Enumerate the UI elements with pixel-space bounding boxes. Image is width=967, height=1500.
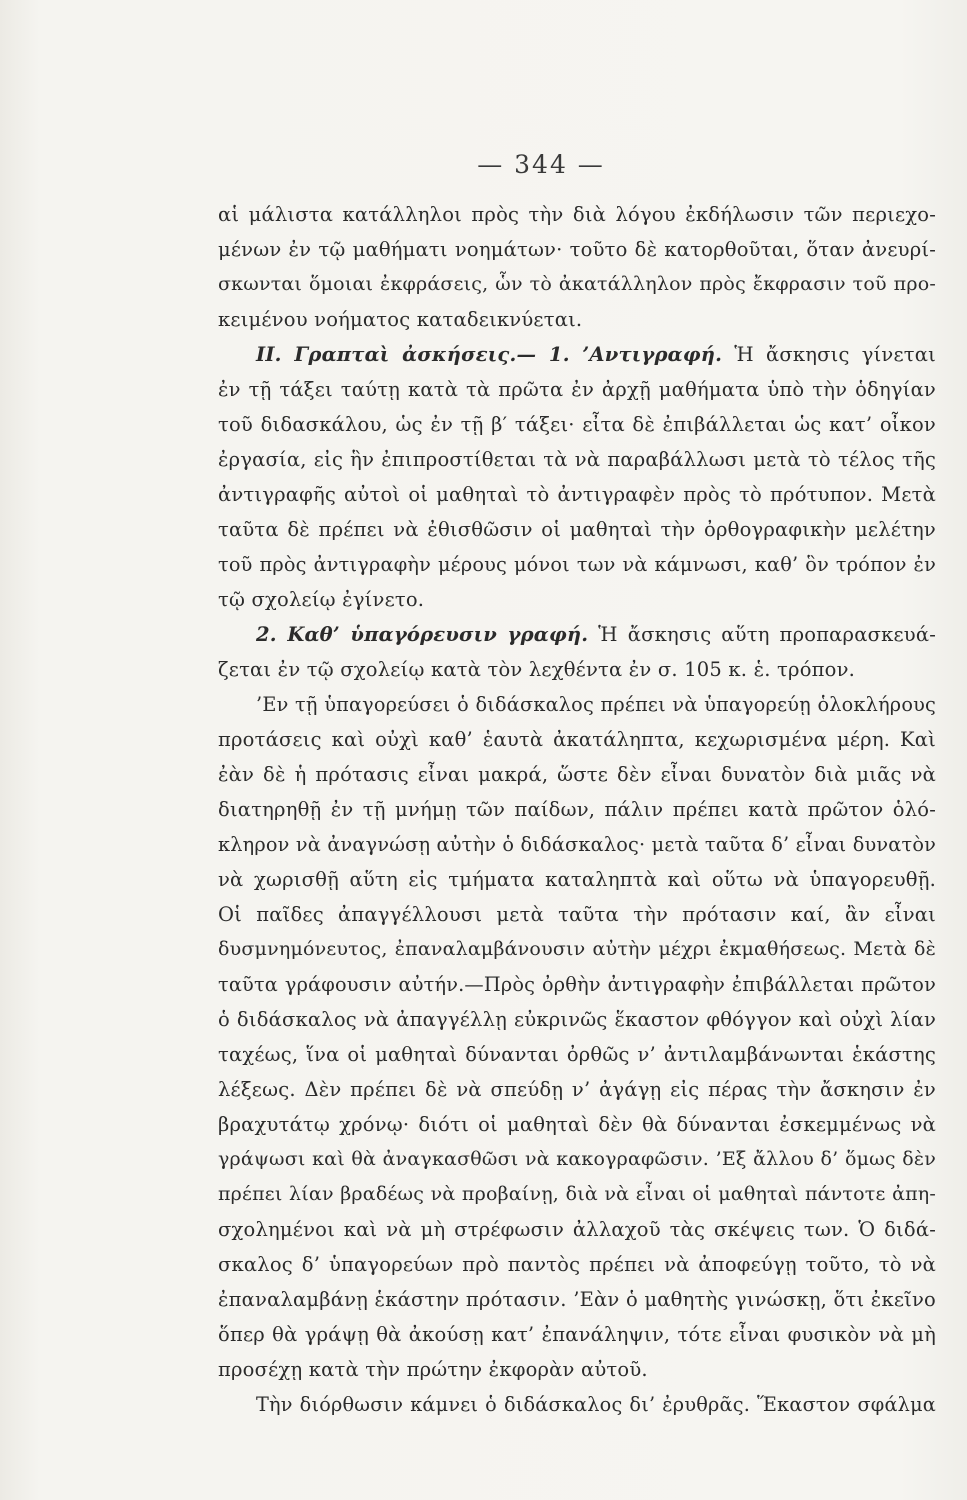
text-run: Ἡ ἄσκησις αὕτη προπαρασκευά- [588, 623, 936, 646]
text-line: τῷ σχολείῳ ἐγίνετο. [218, 588, 425, 611]
text-line: ταχέως, ἵνα οἱ μαθηταὶ δύνανται ὀρθῶς ν’ ἀντιλαμβάνωνται ἑκάστης [218, 1043, 936, 1066]
page-number: — 344 — [477, 150, 605, 179]
text-line: γράψωσι καὶ θὰ ἀναγκασθῶσι νὰ κακογραφῶσιν. ’Εξ ἄλλου δ’ ὅμως δὲν [218, 1148, 936, 1170]
text-line: ἐργασία, εἰς ἣν ἐπιπροστίθεται τὰ νὰ παραβάλλωσι μετὰ τὸ τέλος τῆς [218, 448, 936, 471]
text-line: δυσμνημόνευτος, ἐπαναλαμβάνουσιν αὐτὴν μέχρι ἐκμαθήσεως. Μετὰ δὲ [218, 938, 936, 960]
text-line: διατηρηθῇ ἐν τῇ μνήμῃ τῶν παίδων, πάλιν πρέπει κατὰ πρῶτον ὁλό- [218, 798, 936, 821]
text-line: Οἱ παῖδες ἀπαγγέλλουσι μετὰ ταῦτα τὴν πρότασιν καί, ἂν εἶναι [218, 903, 936, 926]
text-line: ἀντιγραφῆς αὐτοὶ οἱ μαθηταὶ τὸ ἀντιγραφὲν πρὸς τὸ πρότυπον. Μετὰ [218, 483, 936, 506]
text-line: ἐπαναλαμβάνῃ ἑκάστην πρότασιν. ’Εὰν ὁ μαθητὴς γινώσκῃ, ὅτι ἐκεῖνο [218, 1288, 936, 1311]
body-text [218, 197, 936, 1422]
text-line: μένων ἐν τῷ μαθήματι νοημάτων· τοῦτο δὲ κατορθοῦται, ὅταν ἀνευρί- [218, 238, 936, 261]
section-heading: 2. Καθ’ ὑπαγόρευσιν γραφή. [256, 623, 589, 646]
text-line: ὅπερ θὰ γράψῃ θὰ ἀκούσῃ κατ’ ἐπανάληψιν, τότε εἶναι φυσικὸν νὰ μὴ [218, 1323, 936, 1346]
text-line: σκαλος δ’ ὑπαγορεύων πρὸ παντὸς πρέπει νὰ ἀποφεύγῃ τοῦτο, τὸ νὰ [218, 1253, 936, 1276]
text-run: Ἡ ἄσκησις γίνεται [722, 343, 936, 366]
section-heading: ΙΙ. Γραπταὶ ἀσκήσεις.— 1. ’Αντιγραφή. [256, 343, 723, 366]
text-line: λέξεως. Δὲν πρέπει δὲ νὰ σπεύδῃ ν’ ἀγάγῃ εἰς πέρας τὴν ἄσκησιν ἐν [218, 1078, 936, 1101]
text-line: βραχυτάτῳ χρόνῳ· διότι οἱ μαθηταὶ δὲν θὰ δύνανται ἐσκεμμένως νὰ [218, 1113, 936, 1136]
text-line: ζεται ἐν τῷ σχολείῳ κατὰ τὸν λεχθέντα ἐν σ. 105 κ. ἑ. τρόπον. [218, 658, 856, 681]
text-line: ’Εν τῇ ὑπαγορεύσει ὁ διδάσκαλος πρέπει νὰ ὑπαγορεύῃ ὁλοκλήρους [256, 693, 936, 716]
text-line: σχολημένοι καὶ νὰ μὴ στρέφωσιν ἀλλαχοῦ τὰς σκέψεις των. Ὁ διδά- [218, 1218, 936, 1241]
text-line: ταῦτα δὲ πρέπει νὰ ἐθισθῶσιν οἱ μαθηταὶ τὴν ὀρθογραφικὴν μελέτην [218, 518, 936, 541]
text-line: προσέχῃ κατὰ τὴν πρώτην ἐκφορὰν αὐτοῦ. [218, 1358, 648, 1381]
text-line: τοῦ πρὸς ἀντιγραφὴν μέρους μόνοι των νὰ κάμνωσι, καθ’ ὃν τρόπον ἐν [218, 553, 936, 576]
text-line: ταῦτα γράφουσιν αὐτήν.—Πρὸς ὀρθὴν ἀντιγραφὴν ἐπιβάλλεται πρῶτον [218, 973, 936, 996]
text-line: νὰ χωρισθῇ αὕτη εἰς τμήματα καταληπτὰ καὶ οὕτω νὰ ὑπαγορευθῇ. [218, 868, 936, 891]
text-line: ἐὰν δὲ ἡ πρότασις εἶναι μακρά, ὥστε δὲν εἶναι δυνατὸν διὰ μιᾶς νὰ [218, 763, 936, 786]
text-line: πρέπει λίαν βραδέως νὰ προβαίνῃ, διὰ νὰ εἶναι οἱ μαθηταὶ πάντοτε ἀπη- [218, 1183, 936, 1205]
text-line: ἐν τῇ τάξει ταύτῃ κατὰ τὰ πρῶτα ἐν ἀρχῇ μαθήματα ὑπὸ τὴν ὁδηγίαν [218, 378, 936, 401]
text-line: ὁ διδάσκαλος νὰ ἀπαγγέλλῃ εὐκρινῶς ἕκαστον φθόγγον καὶ οὐχὶ λίαν [218, 1008, 936, 1031]
text-line: κληρον νὰ ἀναγνώσῃ αὐτὴν ὁ διδάσκαλος· μετὰ ταῦτα δ’ εἶναι δυνατὸν [218, 833, 936, 856]
text-line: σκωνται ὅμοιαι ἐκφράσεις, ὧν τὸ ἀκατάλληλον πρὸς ἔκφρασιν τοῦ προ- [218, 273, 936, 295]
text-line: Τὴν διόρθωσιν κάμνει ὁ διδάσκαλος δι’ ἐρυθρᾶς. Ἕκαστον σφάλμα [256, 1393, 936, 1416]
text-line: αἱ μάλιστα κατάλληλοι πρὸς τὴν διὰ λόγου ἐκδήλωσιν τῶν περιεχο- [218, 203, 936, 226]
section-heading-line [218, 337, 936, 372]
text-line: κειμένου νοήματος καταδεικνύεται. [218, 308, 583, 331]
text-line: τοῦ διδασκάλου, ὡς ἐν τῇ β′ τάξει· εἶτα δὲ ἐπιβάλλεται ὡς κατ’ οἶκον [218, 413, 936, 436]
section-heading-line [218, 617, 936, 652]
text-line: προτάσεις καὶ οὐχὶ καθ’ ἑαυτὰ ἀκατάληπτα, κεχωρισμένα μέρη. Καὶ [218, 728, 936, 751]
